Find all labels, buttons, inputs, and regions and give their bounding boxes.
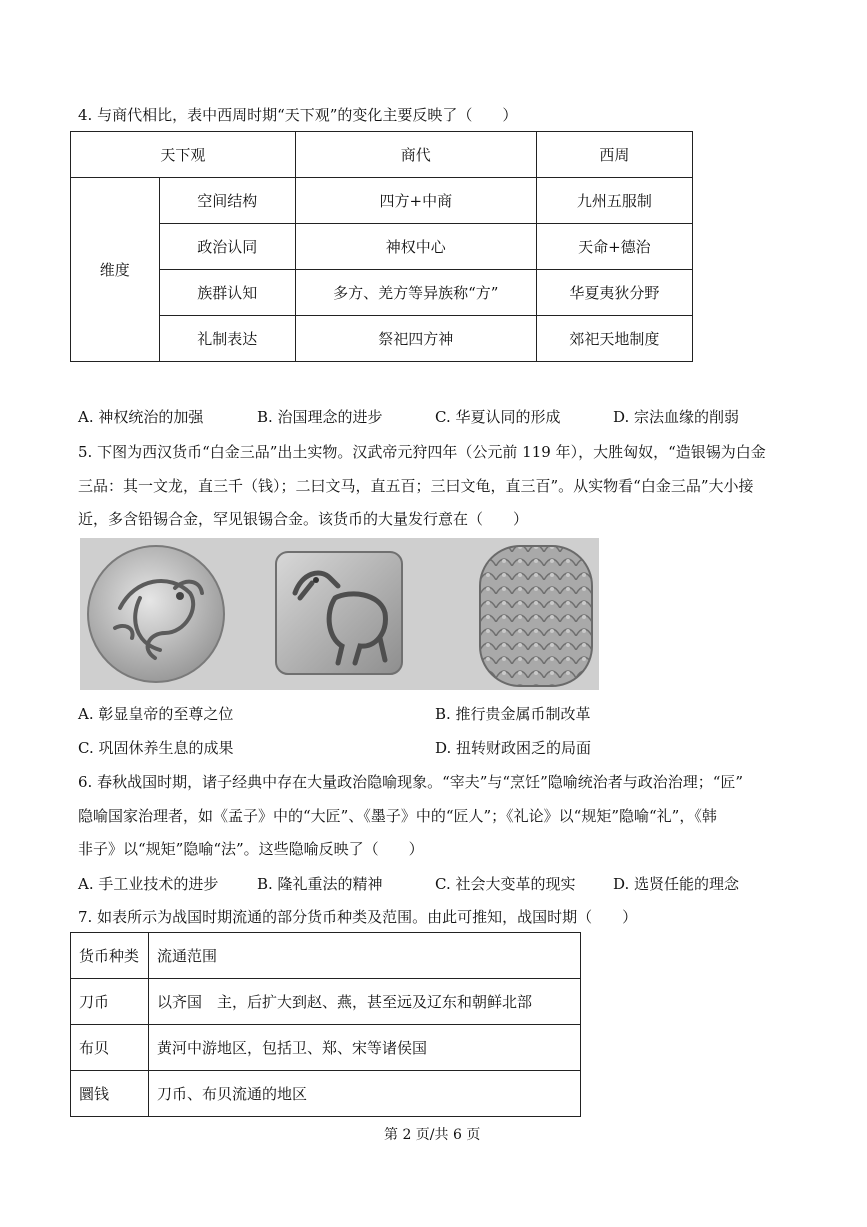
q4-stem: 4. 与商代相比，表中西周时期“天下观”的变化主要反映了（ ）	[78, 106, 518, 124]
q7-header-cell: 流通范围	[149, 933, 581, 979]
table-row	[71, 316, 693, 362]
q7-type-cell: 圜钱	[71, 1071, 149, 1117]
q6-line: 6. 春秋战国时期，诸子经典中存在大量政治隐喻现象。“宰夫”与“烹饪”隐喻统治者与政治治理；“匠”	[78, 773, 744, 791]
turtle-coin	[480, 546, 592, 686]
q6-option-a: A. 手工业技术的进步	[78, 875, 219, 893]
q4-table	[70, 131, 693, 362]
q7-stem: 7. 如表所示为战国时期流通的部分货币种类及范围。由此可推知，战国时期（ ）	[78, 908, 638, 926]
q4-zhou-cell: 郊祀天地制度	[536, 316, 692, 362]
table-row	[71, 1025, 581, 1071]
coin-photo	[80, 538, 599, 690]
horse-coin	[276, 552, 402, 674]
q5-option-d: D. 扭转财政困乏的局面	[435, 739, 592, 757]
q4-dim-cell: 政治认同	[159, 224, 295, 270]
q4-shang-cell: 祭祀四方神	[295, 316, 536, 362]
page-footer: 第 2 页/共 6 页	[384, 1127, 481, 1143]
coin-photo-illustration	[80, 538, 599, 690]
table-row	[71, 178, 693, 224]
dragon-coin	[88, 546, 224, 682]
q7-range-cell: 以齐国 主，后扩大到赵、燕，甚至远及辽东和朝鲜北部	[149, 979, 581, 1025]
table-row	[71, 979, 581, 1025]
q4-header-cell: 天下观	[71, 132, 296, 178]
q5-option-a: A. 彰显皇帝的至尊之位	[78, 705, 234, 723]
q4-group-label: 维度	[71, 178, 160, 362]
q7-header-cell: 货币种类	[71, 933, 149, 979]
q4-shang-cell: 四方+中商	[295, 178, 536, 224]
q5-line: 近，多含铅锡合金，罕见银锡合金。该货币的大量发行意在（ ）	[78, 510, 529, 528]
q6-option-d: D. 选贤任能的理念	[613, 875, 740, 893]
table-row	[71, 270, 693, 316]
q4-zhou-cell: 华夏夷狄分野	[536, 270, 692, 316]
q6-option-b: B. 隆礼重法的精神	[257, 875, 383, 893]
q4-shang-cell: 神权中心	[295, 224, 536, 270]
q5-line: 三品：其一文龙，直三千（钱）；二曰文马，直五百；三曰文龟，直三百”。从实物看“白金三品”大小接	[78, 477, 754, 495]
q7-table-header	[71, 933, 581, 979]
q4-option-b: B. 治国理念的进步	[257, 408, 383, 426]
q7-type-cell: 刀币	[71, 979, 149, 1025]
q4-zhou-cell: 天命+德治	[536, 224, 692, 270]
q4-option-a: A. 神权统治的加强	[78, 408, 204, 426]
q4-dim-cell: 礼制表达	[159, 316, 295, 362]
q6-line: 非子》以“规矩”隐喻“法”。这些隐喻反映了（ ）	[78, 840, 424, 858]
q6-line: 隐喻国家治理者，如《孟子》中的“大匠”、《墨子》中的“匠人”；《礼论》以“规矩”隐喻“礼”，《韩	[78, 807, 717, 825]
q7-range-cell: 刀币、布贝流通的地区	[149, 1071, 581, 1117]
q4-option-d: D. 宗法血缘的削弱	[613, 408, 740, 426]
q4-shang-cell: 多方、羌方等异族称“方”	[295, 270, 536, 316]
table-row	[71, 224, 693, 270]
q4-table-header	[71, 132, 693, 178]
q5-option-b: B. 推行贵金属币制改革	[435, 705, 591, 723]
q7-table	[70, 932, 581, 1117]
q4-dim-cell: 族群认知	[159, 270, 295, 316]
q7-range-cell: 黄河中游地区，包括卫、郑、宋等诸侯国	[149, 1025, 581, 1071]
q4-header-cell: 西周	[536, 132, 692, 178]
q4-dim-cell: 空间结构	[159, 178, 295, 224]
q4-header-cell: 商代	[295, 132, 536, 178]
q5-line: 5. 下图为西汉货币“白金三品”出土实物。汉武帝元狩四年（公元前 119 年），大胜匈奴，“造银锡为白金	[78, 443, 766, 461]
q7-type-cell: 布贝	[71, 1025, 149, 1071]
table-row	[71, 1071, 581, 1117]
q5-option-c: C. 巩固休养生息的成果	[78, 739, 234, 757]
q6-option-c: C. 社会大变革的现实	[435, 875, 576, 893]
q4-zhou-cell: 九州五服制	[536, 178, 692, 224]
q4-option-c: C. 华夏认同的形成	[435, 408, 561, 426]
